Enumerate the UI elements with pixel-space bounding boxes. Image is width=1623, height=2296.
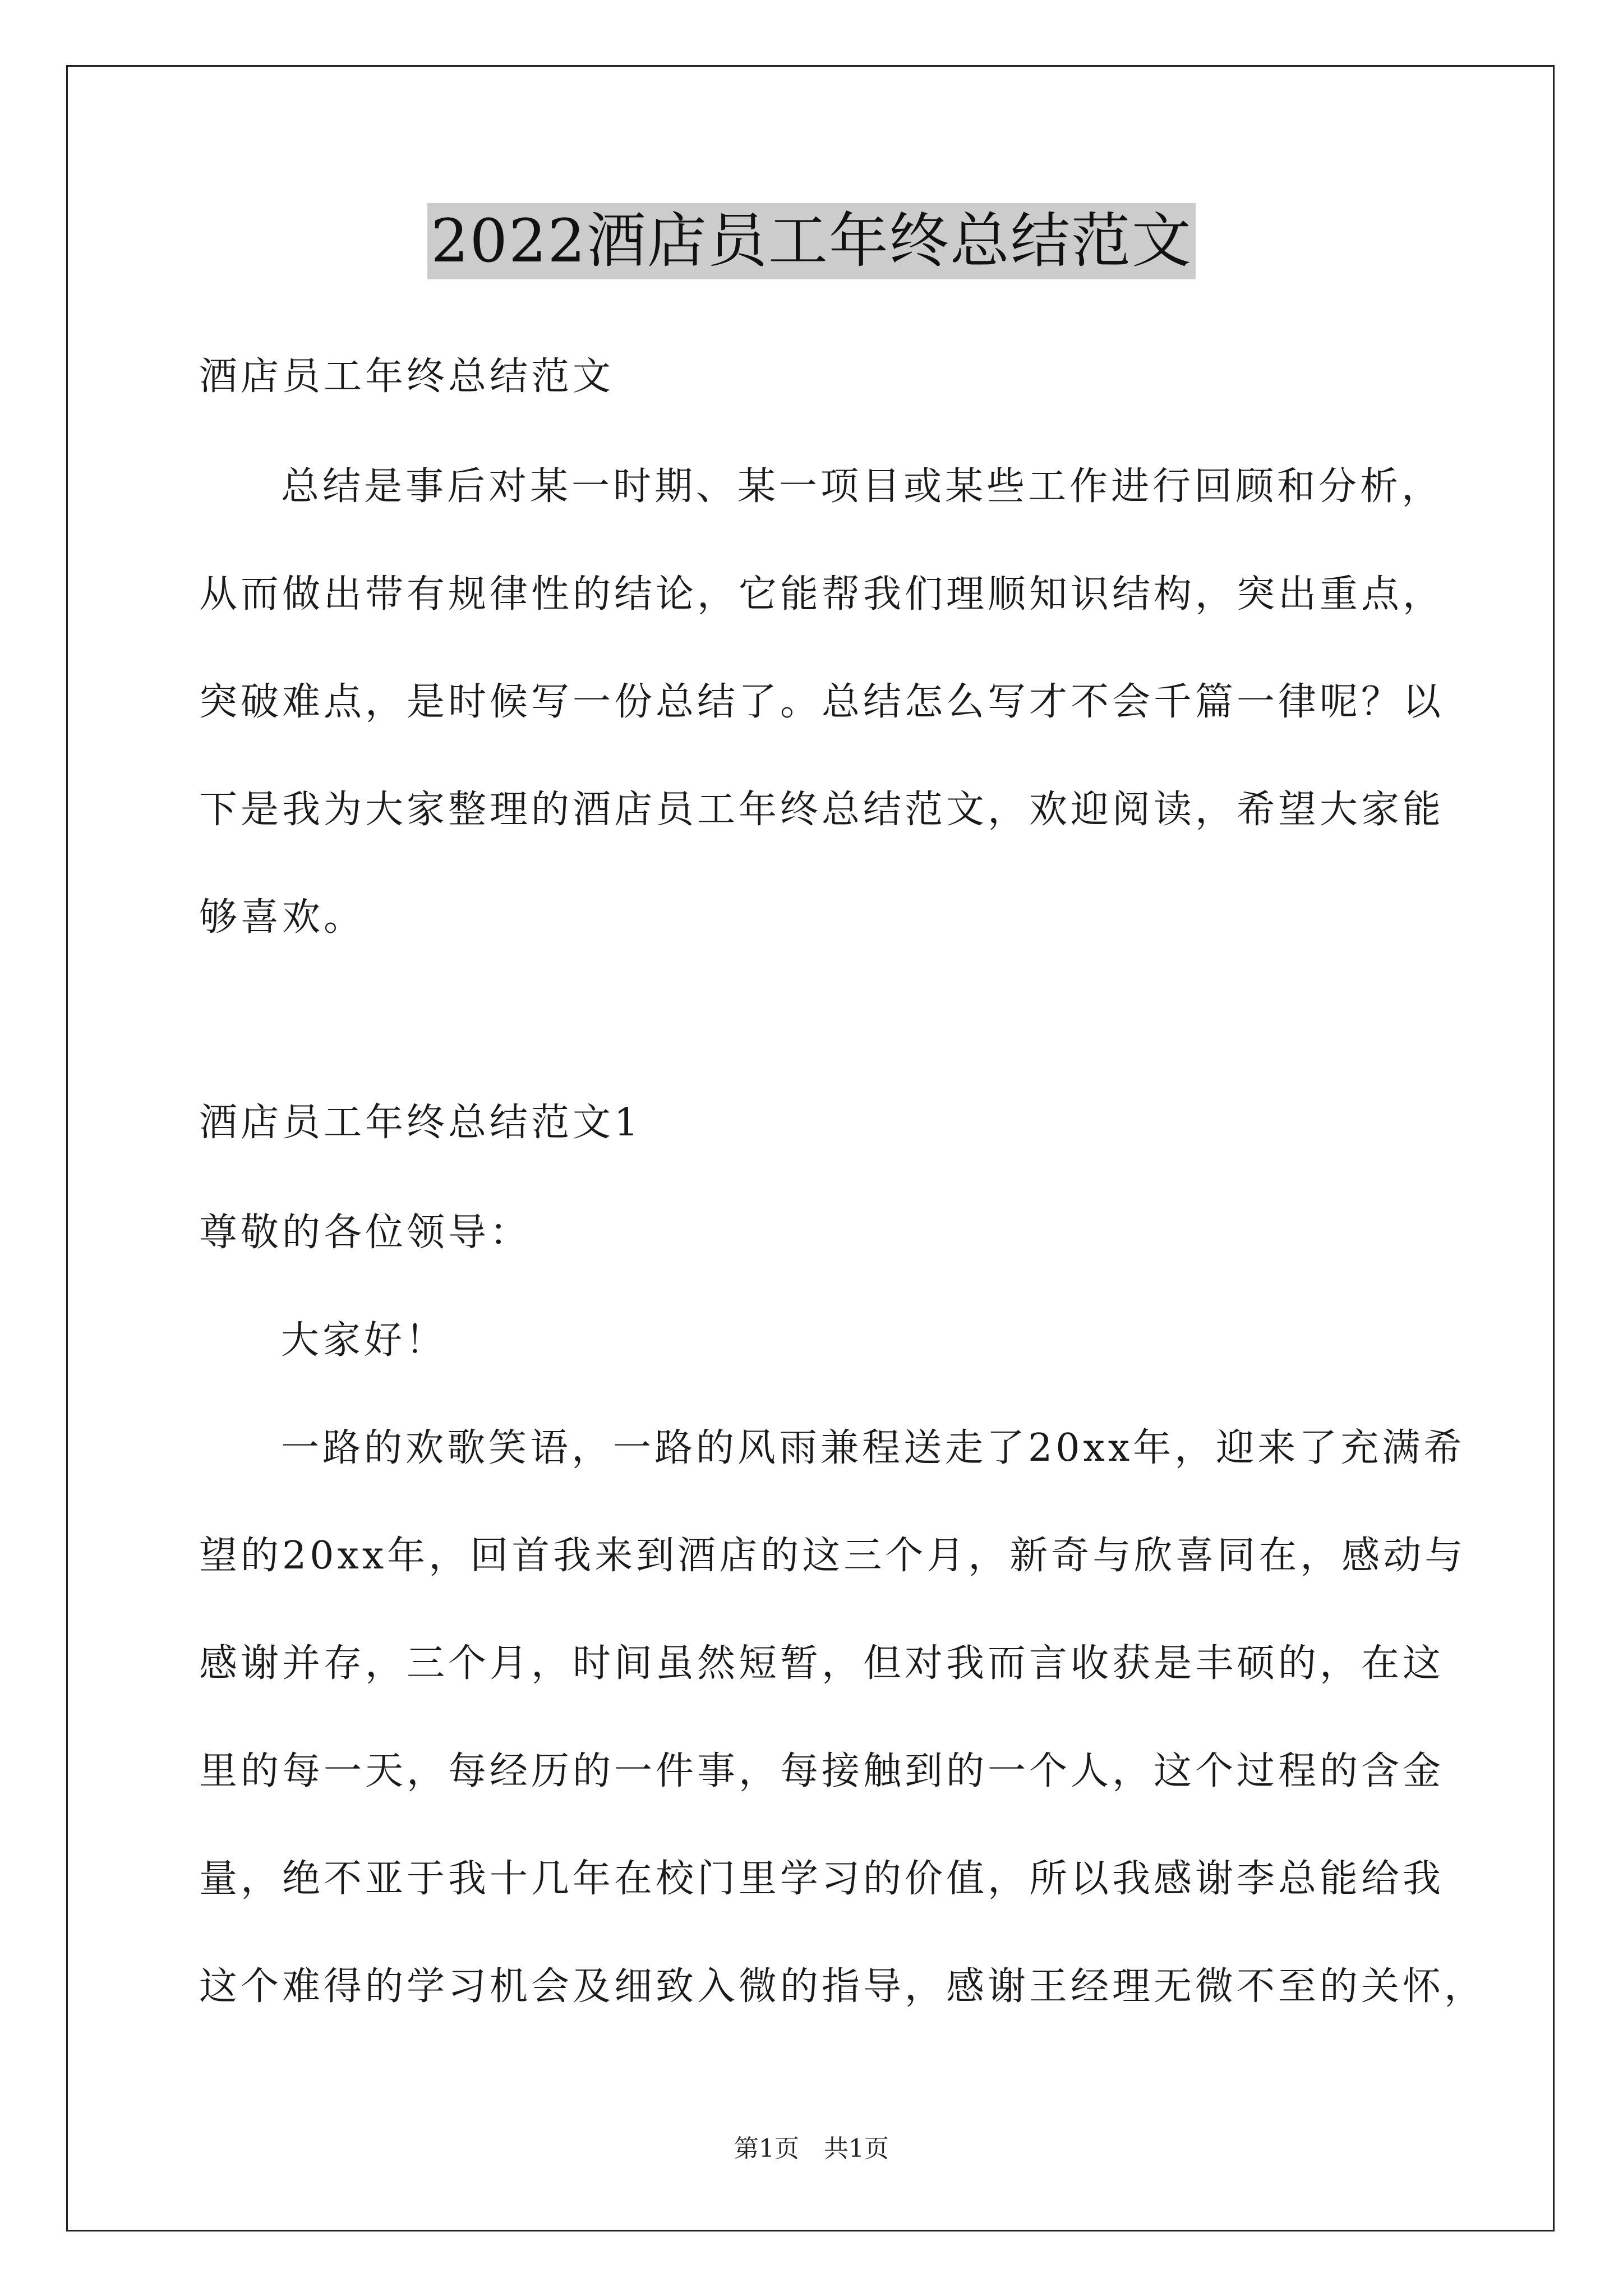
greeting: 大家好！: [281, 1318, 448, 1363]
paragraph-line: 这个难得的学习机会及细致入微的指导，感谢王经理无微不至的关怀，: [199, 1964, 1486, 2009]
paragraph-line: 总结是事后对某一时期、某一项目或某些工作进行回顾和分析，: [281, 464, 1444, 509]
paragraph-line: 一路的欢歌笑语，一路的风雨兼程送走了20xx年，迎来了充满希: [281, 1426, 1465, 1470]
page-footer: 第1页 共1页: [734, 2134, 889, 2163]
paragraph-line: 里的每一天，每经历的一件事，每接触到的一个人，这个过程的含金: [199, 1749, 1445, 1793]
paragraph-line: 够喜欢。: [199, 895, 366, 940]
section-heading: 酒店员工年终总结范文1: [199, 1101, 642, 1145]
paragraph-line: 量，绝不亚于我十几年在校门里学习的价值，所以我感谢李总能给我: [199, 1857, 1445, 1901]
paragraph-line: 感谢并存，三个月，时间虽然短暂，但对我而言收获是丰硕的，在这: [199, 1641, 1445, 1686]
paragraph-line: 从而做出带有规律性的结论，它能帮我们理顺知识结构，突出重点，: [199, 572, 1445, 616]
paragraph-line: 望的20xx年，回首我来到酒店的这三个月，新奇与欣喜同在，感动与: [199, 1534, 1467, 1578]
document-title: 2022酒店员工年终总结范文: [427, 203, 1196, 279]
paragraph-line: 突破难点，是时候写一份总结了。总结怎么写才不会千篇一律呢？以: [199, 680, 1445, 724]
salutation: 尊敬的各位领导：: [199, 1211, 532, 1255]
title-container: [0, 203, 1623, 279]
intro-heading: 酒店员工年终总结范文: [199, 355, 615, 399]
paragraph-line: 下是我为大家整理的酒店员工年终总结范文，欢迎阅读，希望大家能: [199, 788, 1445, 832]
